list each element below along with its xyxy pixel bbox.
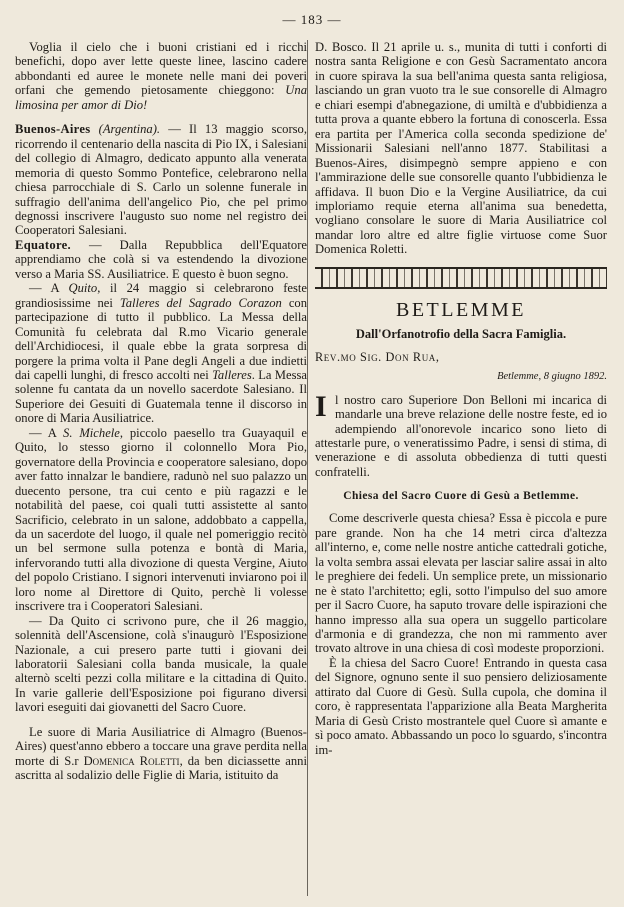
page-number: — 183 — (282, 12, 342, 27)
san-michele-paragraph (15, 426, 307, 614)
quito-text-c: . La Messa solenne fu cantata da un novello sacerdote Salesiano. Il Superiore dei Gesuiti di Guatemala tenne il discorso in onore di Maria Ausiliatrice. (15, 367, 307, 426)
ornament-border (315, 267, 607, 289)
suore-continuation: D. Bosco. Il 21 aprile u. s., munita di tutti i conforti di nostra santa Religione e con Gesù Sacramentato ancora in cuore spirava la sua bell'anima questa santa religiosa, lasciando un gran vuoto tra le sue consorelle di Almagro e chiari esempi d'abnegazione, di umiltà e d'ubbidienza a tutta prova a quante ebbero la fortuna di conoscerla. Essa era partita per l'America colla seconda spedizione de' Missionarii Salesiani nell'anno 1877. Stabilitasi a Buenos-Aires, disimpegnò sempre appieno e con l'ammirazione delle sue consorelle quanto l'ubbidienza le affidava. Il buon Dio e la Vergine Ausiliatrice, da cui imploriamo requie eterna all'anima sua benedetta, vogliano consolare le suore di Maria Ausiliatrice col mandar loro altre ed altre figlie virtuose come Suor Domenica Roletti. (315, 40, 607, 257)
letter-paragraph-1-text: l nostro caro Superiore Don Belloni mi incarica di mandarle una breve relazione delle nostre feste, ed io adempiendo all'onorevole incarico sono lieto di attestarle pure, o veneratissimo Padre, i sensi di stima, di venerazione e di assoluta obbedienza di tutti questi confratelli. (315, 392, 607, 479)
quito-text-b: con partecipazione di tutto il pubblico. La Messa della Comunità fu celebrata dal R.mo Vicario generale dell'Archidiocesi, il quale ebbe la grata sorpresa di porgere la prima volta il Pane degli Angeli a due indietti dai capelli lunghi, di fresco accolti nei (15, 295, 308, 382)
quito-exposition-paragraph: — Da Quito ci scrivono pure, che il 26 maggio, solennità dell'Ascensione, colà s'inaugurò l'Esposizione Nazionale, a cui presero parte tutti i giovani dei laboratorii Salesiani colla banda musicale, la quale alternò scelti pezzi colla militare e la cittadina di Quito. In varie gallerie dell'Esposizione poi figurano diversi lavori eseguiti dai giovanetti del Sacro Cuore. (15, 613, 307, 715)
quito-city: Quito (68, 281, 98, 296)
quito-prefix: — A (29, 281, 59, 296)
column-divider (307, 40, 308, 896)
quito-talleres-2: Talleres (212, 367, 252, 382)
left-column (15, 40, 307, 783)
quito-text-a: , il 24 maggio si celebrarono feste grandiosissime nei (15, 281, 307, 310)
suore-paragraph (15, 725, 307, 783)
michele-place: S. Michele (63, 425, 120, 440)
buenos-aires-text: — Il 13 maggio scorso, ricorrendo il centenario della nascita di Pio IX, i Salesiani del collegio di Almagro, dedicato appunto alla venerata memoria di questo Sommo Pontefice, celebrarono nella chiesa parrocchiale di S. Carlo un solenne funerale in suffragio dell'anima dell'angelico Pio, che pel primo degnossi inscrivere l'augusto suo nome nel registro dei Cooperatori Salesiani. (15, 122, 307, 238)
intro-text: Voglia il cielo che i buoni cristiani ed i ricchi benefichi, dopo aver lette queste linee, lascino cadere abbondanti ed auree le monete nelle mani dei poveri orfani che gemendo pietosamente chieggono: (15, 40, 307, 98)
quito-paragraph (15, 281, 307, 426)
letter-dateline: Betlemme, 8 giugno 1892. (497, 371, 607, 383)
suore-text-b: , da ben diciassette anni ascritta al sodalizio delle Figlie di Maria, istituito da (15, 753, 307, 783)
quito-talleres: Talleres del Sagrado Corazon (119, 295, 282, 310)
intro-quote: Una limosina per amor di Dio! (15, 83, 307, 112)
chapter-title: Chiesa del Sacro Cuore di Gesù a Betlemme. (343, 490, 579, 503)
suore-name: Domenica Roletti (83, 753, 180, 768)
right-column (315, 40, 607, 757)
section-title: BETLEMME (396, 298, 526, 321)
buenos-aires-paragraph (15, 122, 307, 238)
drop-cap: I (315, 389, 327, 423)
letter-paragraph-2: Come descriverle questa chiesa? Essa è piccola e pure pare grande. Non ha che 14 metri circa d'altezza all'interno, e, come nelle nostre antiche cattedrali gotiche, la volta sembra assai elevata per lasciar salire assai in alto le preghiere dei fedeli. Un semplice prete, un missionario ne è stato l'architetto; egli, sotto l'impulso del suo amore per il Sacro Cuore, ha saputo trovare delle ispirazioni che hanno impresso alla sua opera un suggello particolare d'armonia e di grandezza, che non mi rammento aver trovato altrove in una chiesa di così modeste proporzioni. (315, 511, 607, 656)
michele-text: , piccolo paesello tra Guayaquil e Quito, lo stesso giorno il colonnello Mora Pio, governatore della Provincia e cooperatore salesiano, dopo aver fatto innalzar le bandiere, radunò nel suo palazzo un duecento persone, tra cui cento e più ragazzi e le notabilità del paese, coi quali tutti assistette al santo Sacrificio, celebrato in un salone, addobbato a cappella, da un sacerdote del luogo, il quale nel pomeriggio recitò un bel sermone sulla potenza e bontà di Maria, infervorando tutti alla divozione di questa Vergine, Aiuto del popolo Cristiano. I signori intervenuti inviarono poi il loro nome al Direttore di Quito, perchè li volesse inscrivere tra i Cooperatori Salesiani. (15, 425, 307, 614)
equatore-heading: Equatore. (15, 237, 71, 252)
equatore-text: — Dalla Repubblica dell'Equatore apprendiamo che colà si va estendendo la divozione verso a Maria SS. Ausiliatrice. E questo è buon segno. (15, 237, 307, 281)
michele-prefix: — A (29, 425, 57, 440)
buenos-aires-heading: Buenos-Aires (15, 122, 91, 137)
letter-paragraph-3: È la chiesa del Sacro Cuore! Entrando in questa casa del Signore, ognuno sente il suo pensiero deliziosamente attirato dal Cuore di Gesù. Sulla cupola, che domina il coro, è rappresentata l'apparizione alla Beata Margherita Maria di Gesù Cristo mostrantele quel Cuore sì amante e sì poco amato. Abbassando un poco lo sguardo, s'incontra im- (315, 655, 607, 757)
letter-paragraph-1 (315, 389, 607, 480)
suore-text-a: Le suore di Maria Ausiliatrice di Almagro (Buenos-Aires) quest'anno ebbero a toccare una grave perdita nella morte di S.r (15, 724, 307, 768)
buenos-aires-country: (Argentina). (98, 122, 161, 137)
letter-salutation: Rev.mo Sig. Don Rua, (315, 349, 440, 364)
section-subtitle: Dall'Orfanotrofio della Sacra Famiglia. (355, 327, 567, 342)
intro-paragraph (15, 40, 307, 112)
equatore-paragraph (15, 238, 307, 281)
